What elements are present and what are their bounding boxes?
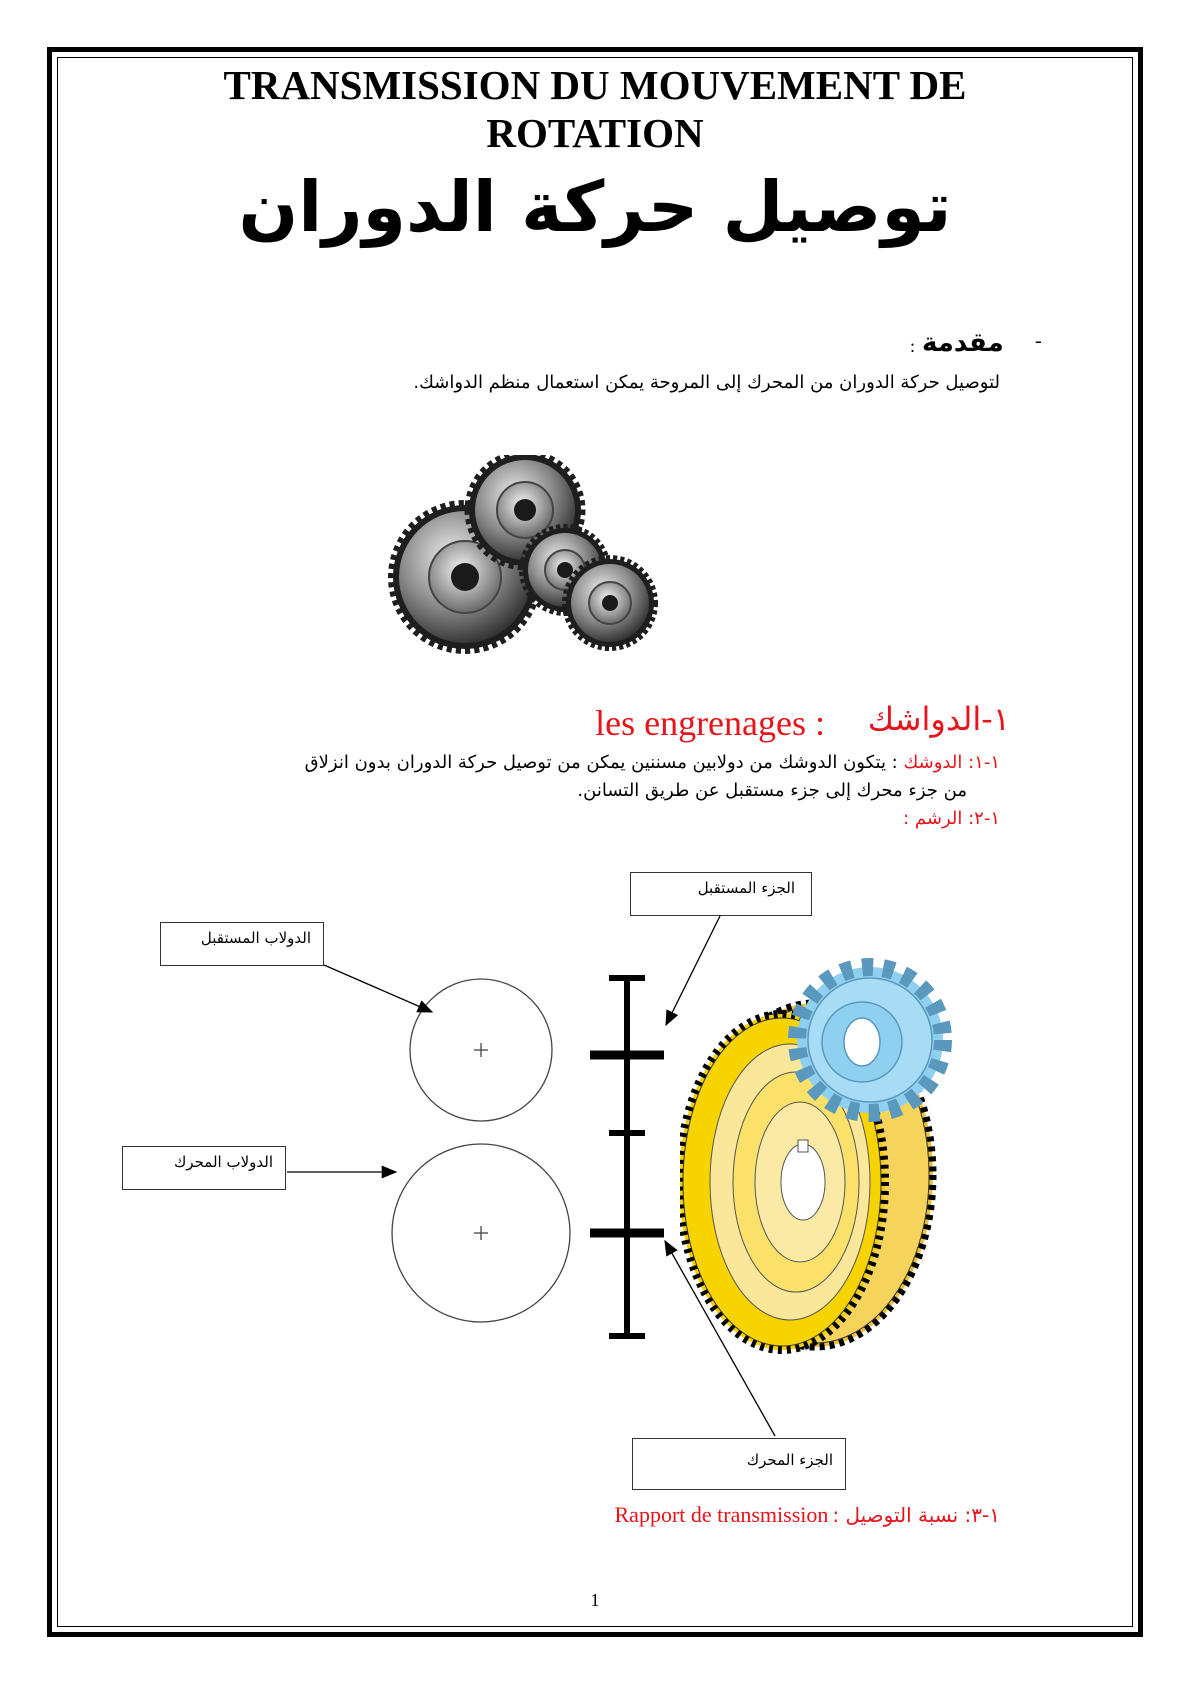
sub3-line: [420, 1502, 1000, 1528]
sub1-text-line1: : يتكون الدوشك من دولابين مسننين يمكن من توصيل حركة الدوران بدون انزلاق: [304, 752, 898, 773]
label-receiving-wheel: الدولاب المستقبل: [160, 922, 324, 966]
intro-colon: :: [910, 336, 916, 356]
label-received-part: الجزء المستقبل: [630, 872, 812, 916]
title-french-line2: ROTATION: [486, 110, 704, 156]
sub3-label-fr: Rapport de transmission: [614, 1502, 829, 1527]
intro-text: لتوصيل حركة الدوران من المحرك إلى المروحة يمكن استعمال منظم الدواشك.: [413, 372, 1000, 393]
blue-pinion: [797, 967, 943, 1113]
label-driving-part: الجزء المحرك: [632, 1438, 846, 1490]
page-number: 1: [590, 1590, 600, 1610]
section1-heading-ar: ١-الدواشك: [867, 700, 1010, 738]
intro-heading: مقدمة: [922, 328, 1004, 358]
sub3-label-ar: ١-٣: نسبة التوصيل :: [832, 1503, 1000, 1527]
title-arabic: توصيل حركة الدوران: [238, 166, 952, 248]
intro-dash: -: [1035, 330, 1042, 352]
gear-3d-illustration: [680, 950, 970, 1365]
sub1-text-line2: من جزء محرك إلى جزء مستقبل عن طريق التسانن.: [577, 780, 967, 801]
title-french-line1: TRANSMISSION DU MOUVEMENT DE: [223, 62, 967, 108]
sub1-label: ١-١: الدوشك: [903, 752, 1000, 773]
label-driving-wheel: الدولاب المحرك: [122, 1146, 286, 1190]
gear-symbol: [590, 978, 664, 1336]
sub2-label: ١-٢: الرشم :: [903, 808, 1000, 829]
section1-heading-fr: les engrenages :: [595, 703, 825, 743]
